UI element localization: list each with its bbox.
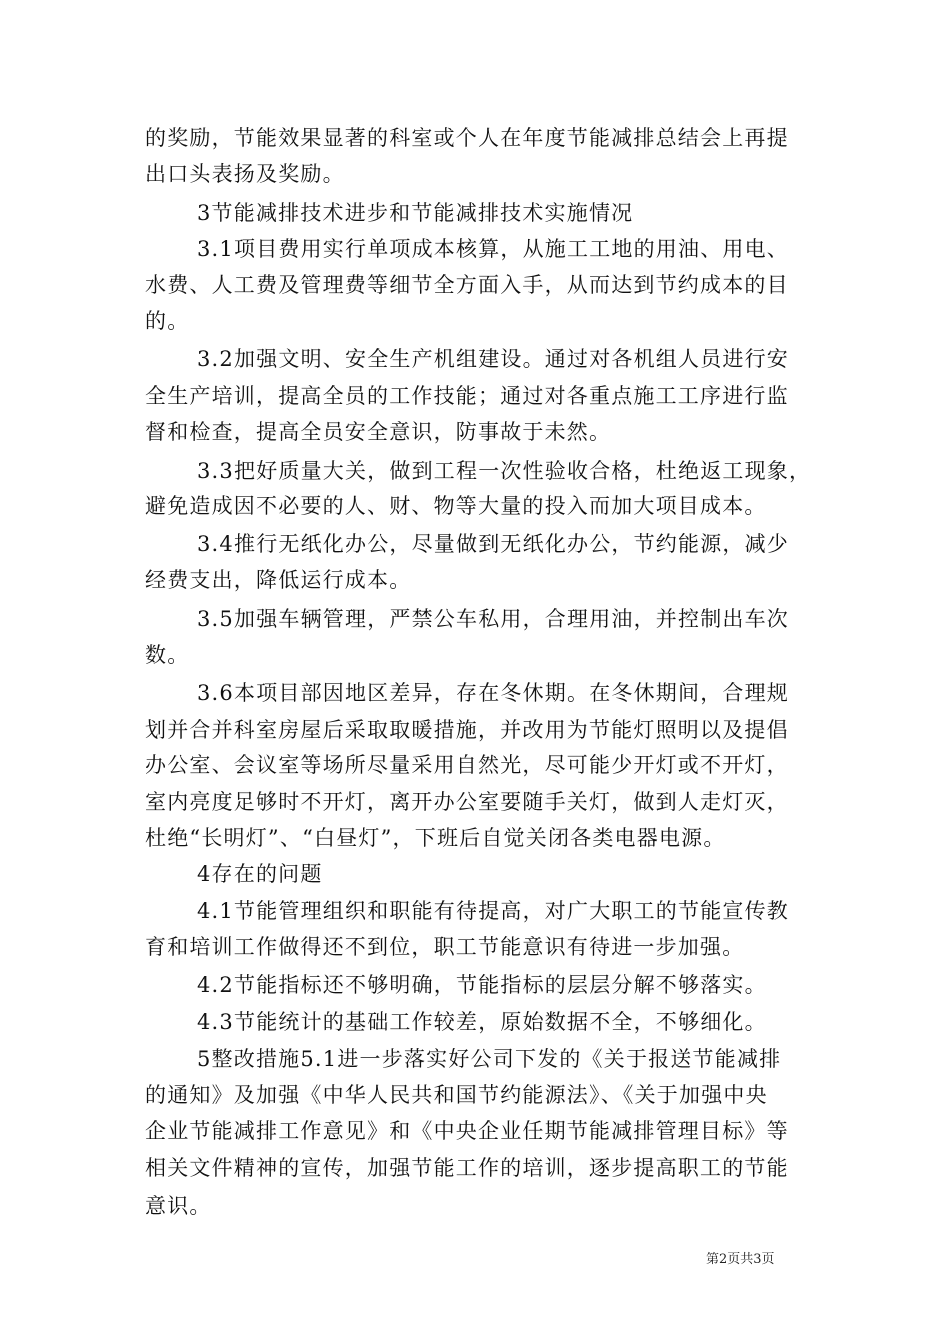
text-line: 3.5加强车辆管理，严禁公车私用，合理用油，并控制出车次 bbox=[197, 607, 789, 631]
text-line: 划并合并科室房屋后采取取暖措施，并改用为节能灯照明以及提倡 bbox=[145, 718, 789, 742]
text-line: 3.3把好质量大关，做到工程一次性验收合格，杜绝返工现象， bbox=[197, 459, 812, 483]
text-line: 的奖励，节能效果显著的科室或个人在年度节能减排总结会上再提 bbox=[145, 126, 789, 150]
page-number: 第2页共3页 bbox=[706, 1252, 775, 1267]
text-line: 4.1节能管理组织和职能有待提高，对广大职工的节能宣传教 bbox=[197, 899, 789, 923]
section-heading: 3节能减排技术进步和节能减排技术实施情况 bbox=[197, 201, 634, 225]
text-line: 意识。 bbox=[145, 1194, 212, 1218]
text-line: 的通知》及加强《中华人民共和国节约能源法》、《关于加强中央 bbox=[145, 1083, 768, 1107]
text-line: 出口头表扬及奖励。 bbox=[145, 162, 345, 186]
text-line: 3.1项目费用实行单项成本核算，从施工工地的用油、用电、 bbox=[197, 237, 789, 261]
text-line: 的。 bbox=[145, 309, 190, 333]
text-line: 经费支出，降低运行成本。 bbox=[145, 568, 412, 592]
text-line: 育和培训工作做得还不到位，职工节能意识有待进一步加强。 bbox=[145, 935, 745, 959]
text-line: 4.3节能统计的基础工作较差，原始数据不全，不够细化。 bbox=[197, 1010, 767, 1034]
text-line: 企业节能减排工作意见》和《中央企业任期节能减排管理目标》等 bbox=[145, 1119, 789, 1143]
text-line: 全生产培训，提高全员的工作技能；通过对各重点施工工序进行监 bbox=[145, 384, 789, 408]
text-line: 室内亮度足够时不开灯，离开办公室要随手关灯，做到人走灯灭， bbox=[145, 790, 789, 814]
text-line: 5整改措施5.1进一步落实好公司下发的《关于报送节能减排 bbox=[197, 1047, 782, 1071]
text-line: 3.2加强文明、安全生产机组建设。通过对各机组人员进行安 bbox=[197, 347, 789, 371]
text-line: 数。 bbox=[145, 643, 190, 667]
text-line: 办公室、会议室等场所尽量采用自然光，尽可能少开灯或不开灯， bbox=[145, 753, 789, 777]
text-line: 3.4推行无纸化办公，尽量做到无纸化办公，节约能源，减少 bbox=[197, 532, 789, 556]
text-line: 3.6本项目部因地区差异，存在冬休期。在冬休期间，合理规 bbox=[197, 681, 789, 705]
text-line: 避免造成因不必要的人、财、物等大量的投入而加大项目成本。 bbox=[145, 494, 767, 518]
text-line: 水费、人工费及管理费等细节全方面入手，从而达到节约成本的目 bbox=[145, 273, 789, 297]
text-line: 督和检查，提高全员安全意识，防事故于未然。 bbox=[145, 420, 612, 444]
text-line: 4.2节能指标还不够明确，节能指标的层层分解不够落实。 bbox=[197, 973, 767, 997]
text-line: 杜绝“长明灯”、“白昼灯”，下班后自觉关闭各类电器电源。 bbox=[145, 826, 726, 850]
text-line: 相关文件精神的宣传，加强节能工作的培训，逐步提高职工的节能 bbox=[145, 1156, 789, 1180]
section-heading: 4存在的问题 bbox=[197, 862, 323, 886]
